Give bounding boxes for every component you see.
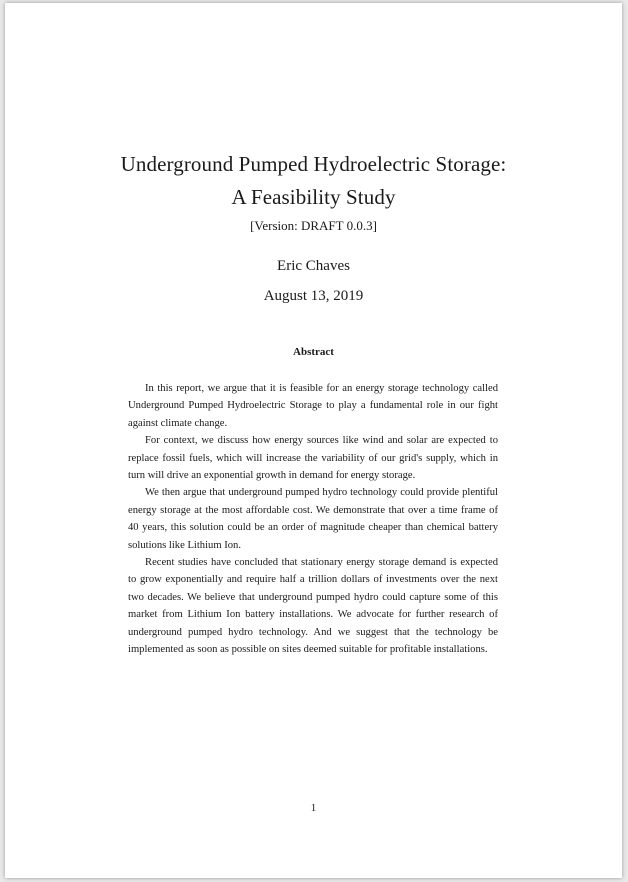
title-line-1: Underground Pumped Hydroelectric Storage: <box>120 152 507 176</box>
paper-title <box>5 148 622 214</box>
title-line-2: A Feasibility Study <box>231 185 396 209</box>
abstract-paragraph: We then argue that underground pumped hydro technology could provide plentiful energy storage at the most affordable cost. We demonstrate that over a time frame of 40 years, this solution could be an order of magnitude cheaper than chemical battery solutions like Lithium Ion. <box>128 487 498 551</box>
author-name: Eric Chaves <box>277 258 350 274</box>
abstract-heading: Abstract <box>293 346 334 358</box>
abstract-paragraph: For context, we discuss how energy sources like wind and solar are expected to replace fossil fuels, which will increase the variability of our grid's supply, which in turn will drive an exponential growth in demand for energy storage. <box>128 435 498 482</box>
abstract-paragraph: In this report, we argue that it is feasible for an energy storage technology called Underground Pumped Hydroelectric Storage to play a fundamental role in our fight against climate change. <box>128 383 498 429</box>
version-label: [Version: DRAFT 0.0.3] <box>250 218 377 233</box>
publication-date: August 13, 2019 <box>263 288 364 304</box>
abstract-body <box>128 380 498 659</box>
page-number: 1 <box>310 802 317 814</box>
abstract-paragraph: Recent studies have concluded that stationary energy storage demand is expected to grow exponentially and require half a trillion dollars of investments over the next two decades. We believe that underground pumped hydro could capture some of this market from Lithium Ion battery installations. We advocate for further research of underground pumped hydro technology. And we suggest that the technology be implemented as soon as possible on sites deemed suitable for profitable installations. <box>128 557 498 656</box>
document-page <box>5 3 622 878</box>
